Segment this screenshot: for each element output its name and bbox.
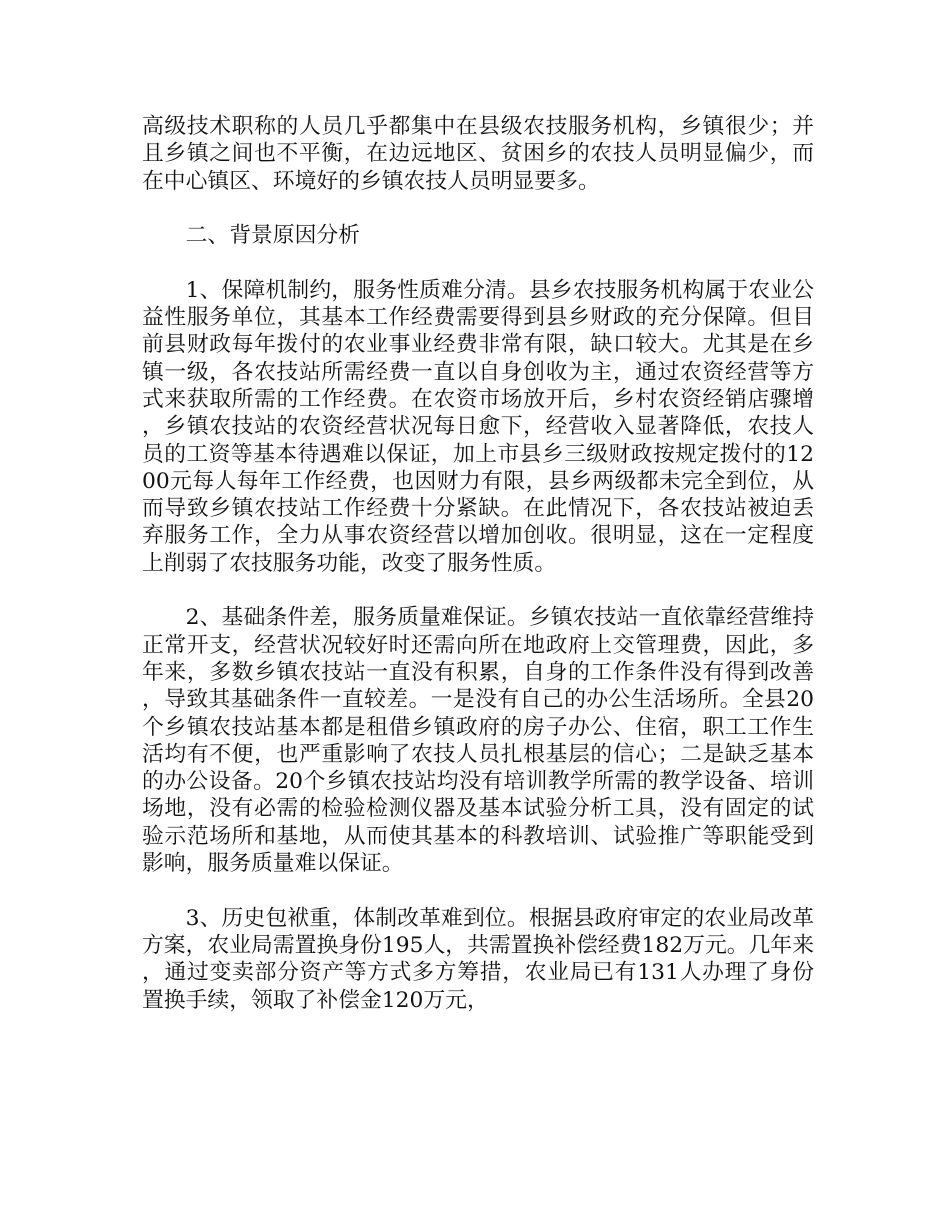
document-body bbox=[142, 113, 814, 1014]
paragraph-funding: 1、保障机制约，服务性质难分清。县乡农技服务机构属于农业公益性服务单位，其基本工作经费需要得到县乡财政的充分保障。但目前县财政每年拨付的农业事业经费非常有限，缺口较大。尤其是在乡镇一级，各农技站所需经费一直以自身创收为主，通过农资经营等方式来获取所需的工作经费。在农资市场放开后，乡村农资经销店骤增，乡镇农技站的农资经营状况每日愈下，经营收入显著降低，农技人员的工资等基本待遇难以保证，加上市县乡三级财政按规定拨付的1200元每人每年工作经费，也因财力有限，县乡两级都未完全到位，从而导致乡镇农技站工作经费十分紧缺。在此情况下，各农技站被迫丢弃服务工作，全力从事农资经营以增加创收。很明显，这在一定程度上削弱了农技服务功能，改变了服务性质。 bbox=[142, 277, 814, 576]
paragraph-infrastructure: 2、基础条件差，服务质量难保证。乡镇农技站一直依靠经营维持正常开支，经营状况较好时还需向所在地政府上交管理费，因此，多年来，多数乡镇农技站一直没有积累，自身的工作条件没有得到改善，导致其基础条件一直较差。一是没有自己的办公生活场所。全县20个乡镇农技站基本都是租借乡镇政府的房子办公、住宿，职工工作生活均有不便，也严重影响了农技人员扎根基层的信心；二是缺乏基本的办公设备。20个乡镇农技站均没有培训教学所需的教学设备、培训场地，没有必需的检验检测仪器及基本试验分析工具，没有固定的试验示范场所和基地，从而使其基本的科教培训、试验推广等职能受到影响，服务质量难以保证。 bbox=[142, 605, 814, 877]
paragraph-continuation: 高级技术职称的人员几乎都集中在县级农技服务机构，乡镇很少；并且乡镇之间也不平衡，在边远地区、贫困乡的农技人员明显偏少，而在中心镇区、环境好的乡镇农技人员明显要多。 bbox=[142, 114, 814, 194]
paragraph-reform: 3、历史包袱重，体制改革难到位。根据县政府审定的农业局改革方案，农业局需置换身份195人，共需置换补偿经费182万元。几年来，通过变卖部分资产等方式多方筹措，农业局已有131人办理了身份置换手续，领取了补偿金120万元， bbox=[142, 905, 814, 1013]
section-heading: 二、背景原因分析 bbox=[185, 223, 360, 249]
